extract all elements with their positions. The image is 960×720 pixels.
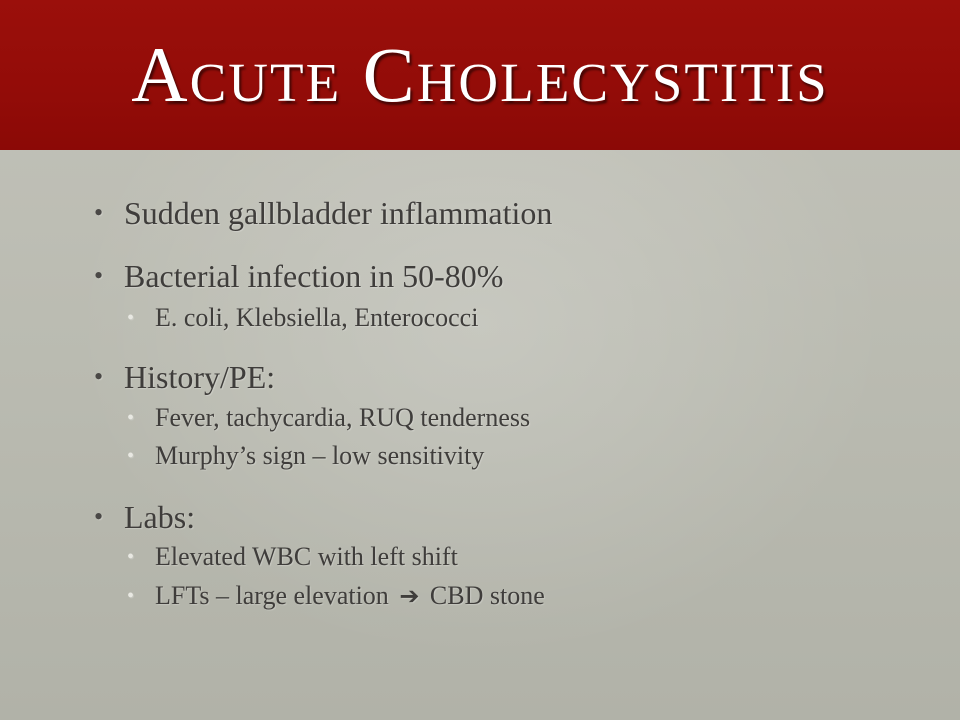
bullet-dot: •	[94, 261, 104, 290]
sub-bullet-text: Elevated WBC with left shift	[155, 542, 458, 571]
bullet-text: History/PE:	[124, 359, 276, 395]
sub-bullet-text: E. coli, Klebsiella, Enterococci	[155, 303, 479, 332]
bullet-item	[94, 193, 553, 233]
bullet-dot-light: •	[127, 407, 135, 429]
right-arrow-icon: ➔	[399, 582, 420, 610]
bullet-dot-light: •	[127, 445, 135, 467]
bullet-text: Sudden gallbladder inflammation	[124, 195, 553, 231]
sub-bullet-text: Murphy’s sign – low sensitivity	[155, 441, 485, 470]
slide-title: Acute Cholecystitis	[131, 31, 829, 118]
sub-bullet-text: Fever, tachycardia, RUQ tenderness	[155, 403, 531, 432]
bullet-dot: •	[94, 198, 104, 227]
sub-bullet-item	[127, 579, 545, 613]
bullet-item	[94, 256, 504, 296]
sub-bullet-text: CBD stone	[429, 581, 545, 610]
bullet-text: Bacterial infection in 50-80%	[124, 258, 504, 294]
bullet-dot: •	[94, 502, 104, 531]
bullet-dot-light: •	[127, 307, 135, 329]
sub-bullet-item	[127, 401, 531, 435]
sub-bullet-item	[127, 540, 458, 574]
sub-bullet-item	[127, 301, 479, 335]
bullet-text: Labs:	[124, 499, 196, 535]
bullet-item	[94, 357, 276, 397]
bullet-item	[94, 497, 196, 537]
bullet-dot: •	[94, 362, 104, 391]
sub-bullet-text: LFTs – large elevation	[155, 581, 389, 610]
bullet-dot-light: •	[127, 585, 135, 607]
bullet-dot-light: •	[127, 546, 135, 568]
sub-bullet-item	[127, 439, 485, 473]
